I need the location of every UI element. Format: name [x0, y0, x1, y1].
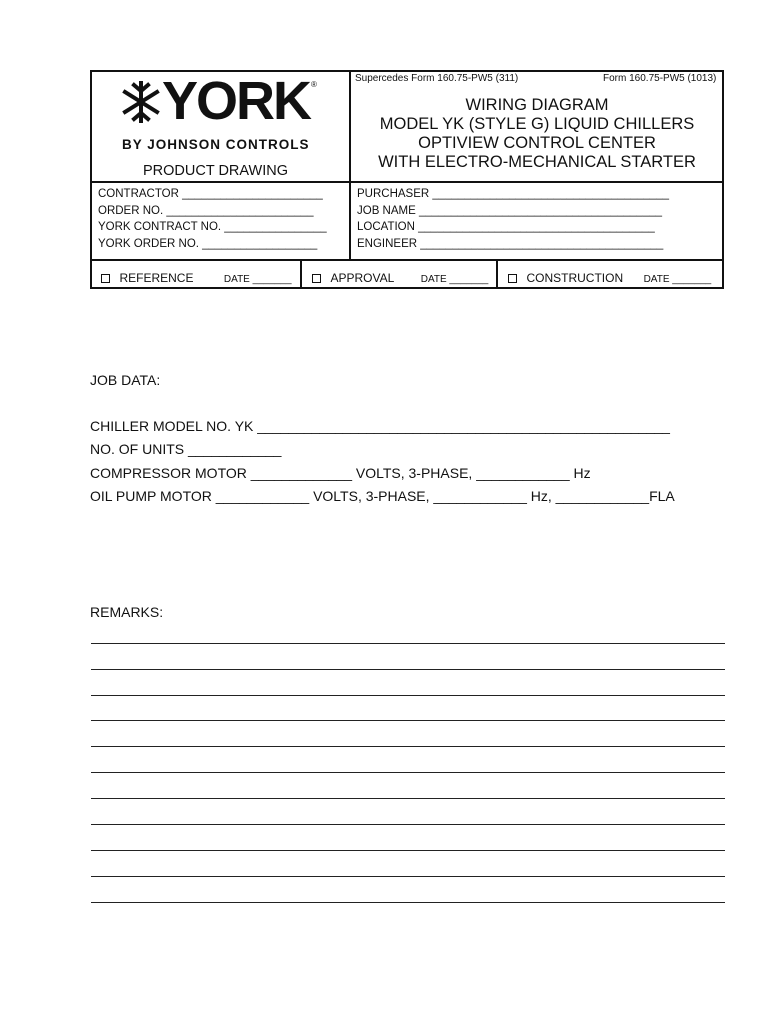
remarks-line[interactable]	[91, 850, 725, 851]
construction-checkbox[interactable]	[508, 274, 517, 283]
title-line-3: OPTIVIEW CONTROL CENTER	[418, 134, 656, 152]
job-data-heading: JOB DATA:	[90, 372, 161, 388]
york-order-no-field[interactable]: YORK ORDER NO. __________________	[98, 238, 318, 250]
construction-label: CONSTRUCTION	[526, 271, 624, 285]
york-contract-no-field[interactable]: YORK CONTRACT NO. ________________	[98, 221, 327, 233]
checkbox-divider-1	[300, 259, 302, 289]
order-no-field[interactable]: ORDER NO. _______________________	[98, 205, 314, 217]
remarks-line[interactable]	[91, 669, 725, 670]
location-field[interactable]: LOCATION _____________________________________	[357, 221, 655, 233]
approval-option[interactable]	[312, 269, 488, 287]
compressor-motor-line[interactable]: COMPRESSOR MOTOR _____________ VOLTS, 3-PHASE, ____________ Hz	[90, 465, 591, 481]
reference-label: REFERENCE	[119, 271, 194, 285]
approval-date[interactable]: DATE _______	[420, 274, 489, 285]
remarks-line[interactable]	[91, 902, 725, 903]
checkbox-row-divider	[90, 259, 724, 261]
form-number: Form 160.75-PW5 (1013)	[603, 73, 717, 84]
remarks-line[interactable]	[91, 772, 725, 773]
snowflake-icon	[122, 80, 160, 124]
approval-checkbox[interactable]	[312, 274, 321, 283]
purchaser-field[interactable]: PURCHASER _____________________________________	[357, 188, 670, 200]
title-line-4: WITH ELECTRO-MECHANICAL STARTER	[378, 153, 696, 171]
checkbox-divider-2	[496, 259, 498, 289]
reference-checkbox[interactable]	[101, 274, 110, 283]
remarks-line[interactable]	[91, 876, 725, 877]
construction-date[interactable]: DATE _______	[643, 274, 712, 285]
number-of-units-line[interactable]: NO. OF UNITS ____________	[90, 441, 282, 457]
title-line-2: MODEL YK (STYLE G) LIQUID CHILLERS	[379, 115, 695, 133]
remarks-line[interactable]	[91, 824, 725, 825]
construction-option[interactable]	[508, 269, 711, 287]
header-divider-horizontal	[90, 181, 724, 183]
contractor-field[interactable]: CONTRACTOR ______________________	[98, 188, 323, 200]
remarks-line[interactable]	[91, 643, 725, 644]
title-line-1: WIRING DIAGRAM	[465, 96, 609, 114]
engineer-field[interactable]: ENGINEER ______________________________________	[357, 238, 664, 250]
reference-date[interactable]: DATE _______	[223, 274, 292, 285]
approval-label: APPROVAL	[330, 271, 395, 285]
remarks-line[interactable]	[91, 798, 725, 799]
remarks-heading: REMARKS:	[90, 604, 164, 620]
logo-brand: YORK	[162, 71, 311, 131]
remarks-line[interactable]	[91, 746, 725, 747]
supersedes-label: Supercedes Form 160.75-PW5 (311)	[355, 73, 519, 84]
logo-tagline: BY JOHNSON CONTROLS	[122, 137, 310, 152]
chiller-model-line[interactable]: CHILLER MODEL NO. YK _____________________________________________________	[90, 418, 670, 434]
registered-mark: ®	[311, 80, 317, 89]
reference-option[interactable]	[101, 269, 292, 287]
fields-divider-vertical	[349, 181, 351, 260]
remarks-line[interactable]	[91, 720, 725, 721]
remarks-line[interactable]	[91, 695, 725, 696]
product-drawing-label: PRODUCT DRAWING	[143, 163, 288, 179]
header-divider-vertical	[349, 70, 351, 183]
oil-pump-motor-line[interactable]: OIL PUMP MOTOR ____________ VOLTS, 3-PHASE, ____________ Hz, ____________FLA	[90, 488, 675, 504]
job-name-field[interactable]: JOB NAME ______________________________________	[357, 205, 663, 217]
